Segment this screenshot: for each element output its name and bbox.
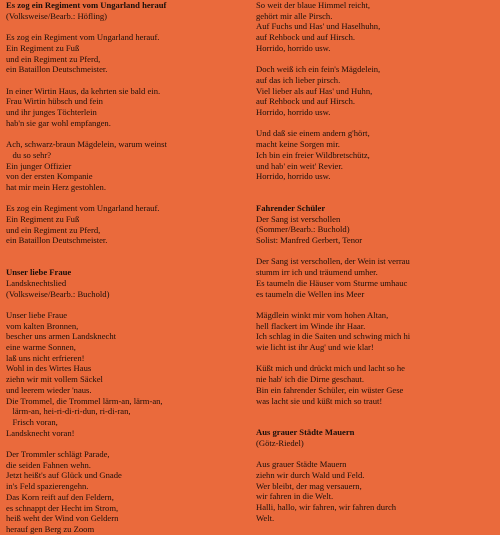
song-credit: (Volksweise/Bearb.: Buchold) [6, 288, 110, 299]
song-title: Unser liebe Fraue [6, 267, 72, 278]
lyric-line: Das Korn reift auf den Feldern, [6, 491, 114, 502]
lyric-line: Frau Wirtin hübsch und fein [6, 96, 103, 107]
lyric-line: Jetzt heißt's auf Glück und Gnade [6, 470, 122, 481]
lyric-line: von der ersten Kompanie [6, 171, 93, 182]
lyric-line: macht keine Sorgen mir. [256, 139, 340, 150]
lyric-line: die seiden Fahnen wehn. [6, 459, 91, 470]
lyric-line: es taumeln die Wellen ins Meer [256, 288, 365, 299]
lyric-line: So weit der blaue Himmel reicht, [256, 0, 371, 10]
lyric-line: bescher uns armen Landsknecht [6, 331, 117, 342]
lyric-line: Bin ein fahrender Schüler, ein wüster Gese [256, 384, 404, 395]
song-block [6, 267, 246, 535]
lyric-line: ein Bataillon Deutschmeister. [6, 64, 108, 75]
lyric-line: was lacht sie und küßt mich so traut! [256, 395, 383, 406]
lyric-line: ein Bataillon Deutschmeister. [6, 235, 108, 246]
lyric-line: du so sehr? [6, 149, 52, 160]
lyric-line: Unser liebe Fraue [6, 309, 68, 320]
lyric-line: es schnappt der Hecht im Strom, [6, 502, 119, 513]
lyric-line: wir fahren in die Welt. [256, 491, 334, 502]
song-credit: (Sommer/Bearb.: Buchold) [256, 224, 350, 235]
song-block [256, 427, 500, 523]
lyric-line: Auf Fuchs und Has' und Haselhuhn, [256, 21, 381, 32]
lyric-line: Horrido, horrido usw. [256, 42, 331, 53]
lyric-line: und ein Regiment zu Pferd, [6, 53, 101, 64]
lyric-line: heiß weht der Wind von Geldern [6, 513, 119, 524]
lyric-line: Ein junger Offizier [6, 160, 72, 171]
lyric-line: Ach, schwarz-braun Mägdelein, warum weinst [6, 139, 167, 150]
song-soloist: Solist: Manfred Gerbert, Tenor [256, 235, 363, 246]
lyric-line: Frisch voran, [6, 416, 58, 427]
song-intro-line: Der Sang ist verschollen [256, 213, 341, 224]
song-title: Es zog ein Regiment vom Ungarland herauf [6, 0, 167, 10]
lyric-line: Landsknecht voran! [6, 427, 75, 438]
lyric-line: Viel lieber als auf Has' und Huhn, [256, 85, 373, 96]
lyric-line: Küßt mich und drückt mich und lacht so he [256, 363, 405, 374]
lyric-line: Horrido, horrido usw. [256, 107, 331, 118]
lyric-line: Die Trommel, die Trommel lärm-an, lärm-an, [6, 395, 163, 406]
lyric-line: Der Sang ist verschollen, der Wein ist verrau [256, 256, 410, 267]
lyric-line: Halli, hallo, wir fahren, wir fahren durch [256, 502, 397, 513]
lyric-line: herauf gen Berg zu Zoom [6, 523, 95, 534]
lyric-line: Doch weiß ich ein fein's Mägdelein, [256, 64, 381, 75]
lyric-line: in's Feld spazierengehn. [6, 481, 89, 492]
lyric-line: und ein Regiment zu Pferd, [6, 224, 101, 235]
lyric-line: Ein Regiment zu Fuß [6, 42, 80, 53]
lyric-line: Ich bin ein freier Wildbretschütz, [256, 149, 370, 160]
song-credit: (Götz-Riedel) [256, 437, 304, 448]
lyric-line: hell flackert im Winde ihr Haar. [256, 320, 366, 331]
lyric-line: eine warme Sonnen, [6, 342, 76, 353]
lyric-line: Mägdlein winkt mir vom hohen Altan, [256, 309, 389, 320]
lyric-line: auf das ich lieber pirsch. [256, 74, 341, 85]
lyric-line: und leerem wieder 'naus. [6, 384, 92, 395]
right-column [256, 0, 500, 524]
lyric-line: ziehn wir durch Wald und Feld. [256, 470, 365, 481]
lyric-line: auf Rehbock und auf Hirsch. [256, 96, 356, 107]
lyric-line: Ich schlag in die Saiten und schwing mich hi [256, 331, 411, 342]
song-title: Fahrender Schüler [256, 202, 326, 213]
song-credit: (Volksweise/Bearb.: Höfling) [6, 10, 108, 21]
lyric-line: hat mir mein Herz gestohlen. [6, 181, 106, 192]
lyric-line: Es taumeln die Häuser vom Sturme umhauc [256, 277, 408, 288]
lyric-line: laß uns nicht erfrieren! [6, 352, 85, 363]
lyric-line: auf Rehbock und auf Hirsch. [256, 32, 356, 43]
lyric-line: gehört mir alle Pirsch. [256, 10, 333, 21]
lyric-line: In einer Wirtin Haus, da kehrten sie bald ein. [6, 85, 161, 96]
lyric-line: ziehn wir mit vollem Säckel [6, 374, 103, 385]
lyric-line: Aus grauer Städte Mauern [256, 459, 347, 470]
lyric-line: wie licht ist ihr Aug' und wie klar! [256, 342, 374, 353]
song-block [256, 0, 500, 182]
lyric-line: Horrido, horrido usw. [256, 171, 331, 182]
lyric-line: vom kalten Bronnen, [6, 320, 79, 331]
lyric-line: Es zog ein Regiment vom Ungarland herauf. [6, 32, 160, 43]
lyric-line: und ihr junges Töchterlein [6, 107, 97, 117]
song-block [256, 203, 500, 406]
lyric-line: Welt. [256, 512, 275, 523]
lyric-line: lärm-an, hei-ri-di-ri-dun, ri-di-ran, [6, 406, 131, 417]
left-column [6, 0, 246, 535]
lyric-line: stumm irr ich und träumend umher. [256, 267, 378, 278]
lyric-line: Der Trommler schlägt Parade, [6, 449, 110, 460]
song-block [6, 0, 246, 246]
lyric-line: Wer bleibt, der mag versauern, [256, 480, 362, 491]
lyric-line: Ein Regiment zu Fuß [6, 214, 80, 224]
lyric-line: Es zog ein Regiment vom Ungarland herauf. [6, 203, 160, 214]
lyric-line: nie hab' ich die Dirne geschaut. [256, 374, 364, 385]
song-subtitle: Landsknechtslied [6, 277, 67, 288]
lyric-line: Wohl in des Wirtes Haus [6, 363, 92, 374]
lyric-line: hab'n sie gar wohl empfangen. [6, 117, 111, 128]
lyric-line: und hab' ein weit' Revier. [256, 160, 343, 171]
song-title: Aus grauer Städte Mauern [256, 427, 355, 438]
lyric-line: Und daß sie einem andern g'hört, [256, 128, 370, 139]
